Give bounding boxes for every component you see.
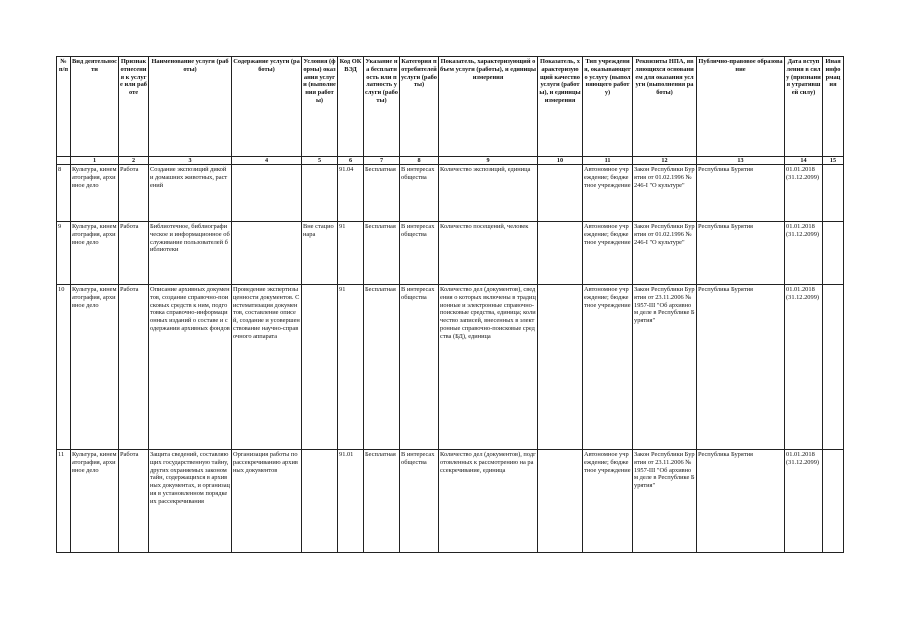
column-number: 3 (149, 157, 232, 165)
cell-content (232, 222, 302, 285)
header-inst-type: Тип учреждения, оказывающего услугу (выполняющего работу) (583, 57, 633, 157)
header-activity: Вид деятельности (71, 57, 119, 157)
header-sign: Признак отнесения к услуге или работе (119, 57, 149, 157)
cell-sign: Работа (119, 165, 149, 222)
registry-sheet (56, 56, 843, 553)
column-number: 11 (583, 157, 633, 165)
cell-inst-type: Автономное учреждение; бюджетное учреждение (583, 222, 633, 285)
cell-name: Библиотечное, библиографическое и информационное обслуживание пользователей библиотеки (149, 222, 232, 285)
column-number: 5 (302, 157, 338, 165)
cell-payment: Бесплатная (364, 285, 400, 450)
cell-date: 01.01.2018 (31.12.2099) (785, 450, 823, 553)
table-row (57, 165, 844, 222)
cell-conditions (302, 285, 338, 450)
cell-volume: Количество дел (документов), подготовленных к рассмотрению на рассекречивание, единица (439, 450, 538, 553)
cell-volume: Количество экспозиций, единица (439, 165, 538, 222)
cell-conditions: Вне стационара (302, 222, 338, 285)
column-number: 12 (633, 157, 697, 165)
column-number: 13 (697, 157, 785, 165)
header-name: Наименование услуги (работы) (149, 57, 232, 157)
column-number: 8 (400, 157, 439, 165)
cell-activity: Культура, кинематография, архивное дело (71, 222, 119, 285)
cell-okved: 91 (338, 285, 364, 450)
table-row (57, 450, 844, 553)
cell-inst-type: Автономное учреждение; бюджетное учреждение (583, 165, 633, 222)
cell-name: Создание экспозиций дикой и домашних животных, растений (149, 165, 232, 222)
cell-other (823, 165, 844, 222)
cell-npa: Закон Республики Бурятия от 23.11.2006 № 1957-III "Об архивном деле в Республике Бурятия" (633, 450, 697, 553)
cell-okved: 91.01 (338, 450, 364, 553)
column-number: 15 (823, 157, 844, 165)
cell-sign: Работа (119, 285, 149, 450)
cell-inst-type: Автономное учреждение; бюджетное учреждение (583, 450, 633, 553)
cell-activity: Культура, кинематография, архивное дело (71, 450, 119, 553)
header-volume: Показатель, характеризующий объем услуги (работы), и единицы измерения (439, 57, 538, 157)
header-content: Содержание услуги (работы) (232, 57, 302, 157)
cell-num: 10 (57, 285, 71, 450)
cell-other (823, 285, 844, 450)
cell-num: 11 (57, 450, 71, 553)
cell-other (823, 450, 844, 553)
cell-entity: Республика Бурятия (697, 450, 785, 553)
cell-content: Проведение экспертизы ценности документов. Систематизация документов, составление описей, создание и усовершенствование научно-справочного аппарата (232, 285, 302, 450)
header-consumers: Категория потребителей услуги (работы) (400, 57, 439, 157)
cell-okved: 91 (338, 222, 364, 285)
cell-other (823, 222, 844, 285)
cell-payment: Бесплатная (364, 222, 400, 285)
cell-entity: Республика Бурятия (697, 165, 785, 222)
cell-entity: Республика Бурятия (697, 285, 785, 450)
cell-quality (538, 450, 583, 553)
cell-payment: Бесплатная (364, 165, 400, 222)
cell-activity: Культура, кинематография, архивное дело (71, 165, 119, 222)
column-number: 9 (439, 157, 538, 165)
header-date: Дата вступления в силу (признания утратившей силу) (785, 57, 823, 157)
header-npa: Реквизиты НПА, являющихся основанием для оказания услуги (выполнения работы) (633, 57, 697, 157)
cell-conditions (302, 165, 338, 222)
cell-date: 01.01.2018 (31.12.2099) (785, 165, 823, 222)
cell-num: 8 (57, 165, 71, 222)
cell-consumers: В интересах общества (400, 450, 439, 553)
column-number: 4 (232, 157, 302, 165)
cell-sign: Работа (119, 222, 149, 285)
header-num: № п/п (57, 57, 71, 157)
cell-payment: Бесплатная (364, 450, 400, 553)
header-okved: Код ОКВЭД (338, 57, 364, 157)
cell-content: Организация работы по рассекречиванию архивных документов (232, 450, 302, 553)
column-number: 10 (538, 157, 583, 165)
column-number-row (57, 157, 844, 165)
cell-npa: Закон Республики Бурятия от 01.02.1996 № 246-I "О культуре" (633, 165, 697, 222)
services-table (56, 56, 844, 553)
cell-activity: Культура, кинематография, архивное дело (71, 285, 119, 450)
table-row (57, 222, 844, 285)
cell-date: 01.01.2018 (31.12.2099) (785, 285, 823, 450)
column-number: 1 (71, 157, 119, 165)
cell-quality (538, 222, 583, 285)
cell-name: Описание архивных документов, создание справочно-поисковых средств к ним, подготовка справочно-информационных изданий о составе и содержании архивных фондов (149, 285, 232, 450)
header-other: Иная информация (823, 57, 844, 157)
header-row (57, 57, 844, 157)
cell-inst-type: Автономное учреждение; бюджетное учреждение (583, 285, 633, 450)
column-number-blank (57, 157, 71, 165)
cell-content (232, 165, 302, 222)
header-entity: Публично-правовое образование (697, 57, 785, 157)
cell-name: Защита сведений, составляющих государственную тайну, других охраняемых законом тайн, содержащихся в архивных документах, и организация в установленном порядке их рассекречивания (149, 450, 232, 553)
column-number: 7 (364, 157, 400, 165)
cell-npa: Закон Республики Бурятия от 01.02.1996 № 246-I "О культуре" (633, 222, 697, 285)
cell-quality (538, 165, 583, 222)
header-quality: Показатель, характеризующий качество услуги (работы), и единицы измерения (538, 57, 583, 157)
cell-sign: Работа (119, 450, 149, 553)
cell-okved: 91.04 (338, 165, 364, 222)
cell-num: 9 (57, 222, 71, 285)
column-number: 14 (785, 157, 823, 165)
cell-quality (538, 285, 583, 450)
cell-consumers: В интересах общества (400, 165, 439, 222)
cell-volume: Количество посещений, человек (439, 222, 538, 285)
cell-npa: Закон Республики Бурятия от 23.11.2006 № 1957-III "Об архивном деле в Республике Бурятия" (633, 285, 697, 450)
table-row (57, 285, 844, 450)
cell-entity: Республика Бурятия (697, 222, 785, 285)
cell-date: 01.01.2018 (31.12.2099) (785, 222, 823, 285)
cell-volume: Количество дел (документов), сведения о которых включены в традиционные и электронные справочно-поисковые средства, единица; количество записей, внесенных в электронные справочно-поисковые средства (БД), единица (439, 285, 538, 450)
column-number: 6 (338, 157, 364, 165)
column-number: 2 (119, 157, 149, 165)
header-payment: Указание на бесплатность или платность услуги (работы) (364, 57, 400, 157)
header-conditions: Условия (формы) оказания услуги (выполнения работы) (302, 57, 338, 157)
cell-conditions (302, 450, 338, 553)
cell-consumers: В интересах общества (400, 222, 439, 285)
cell-consumers: В интересах общества (400, 285, 439, 450)
